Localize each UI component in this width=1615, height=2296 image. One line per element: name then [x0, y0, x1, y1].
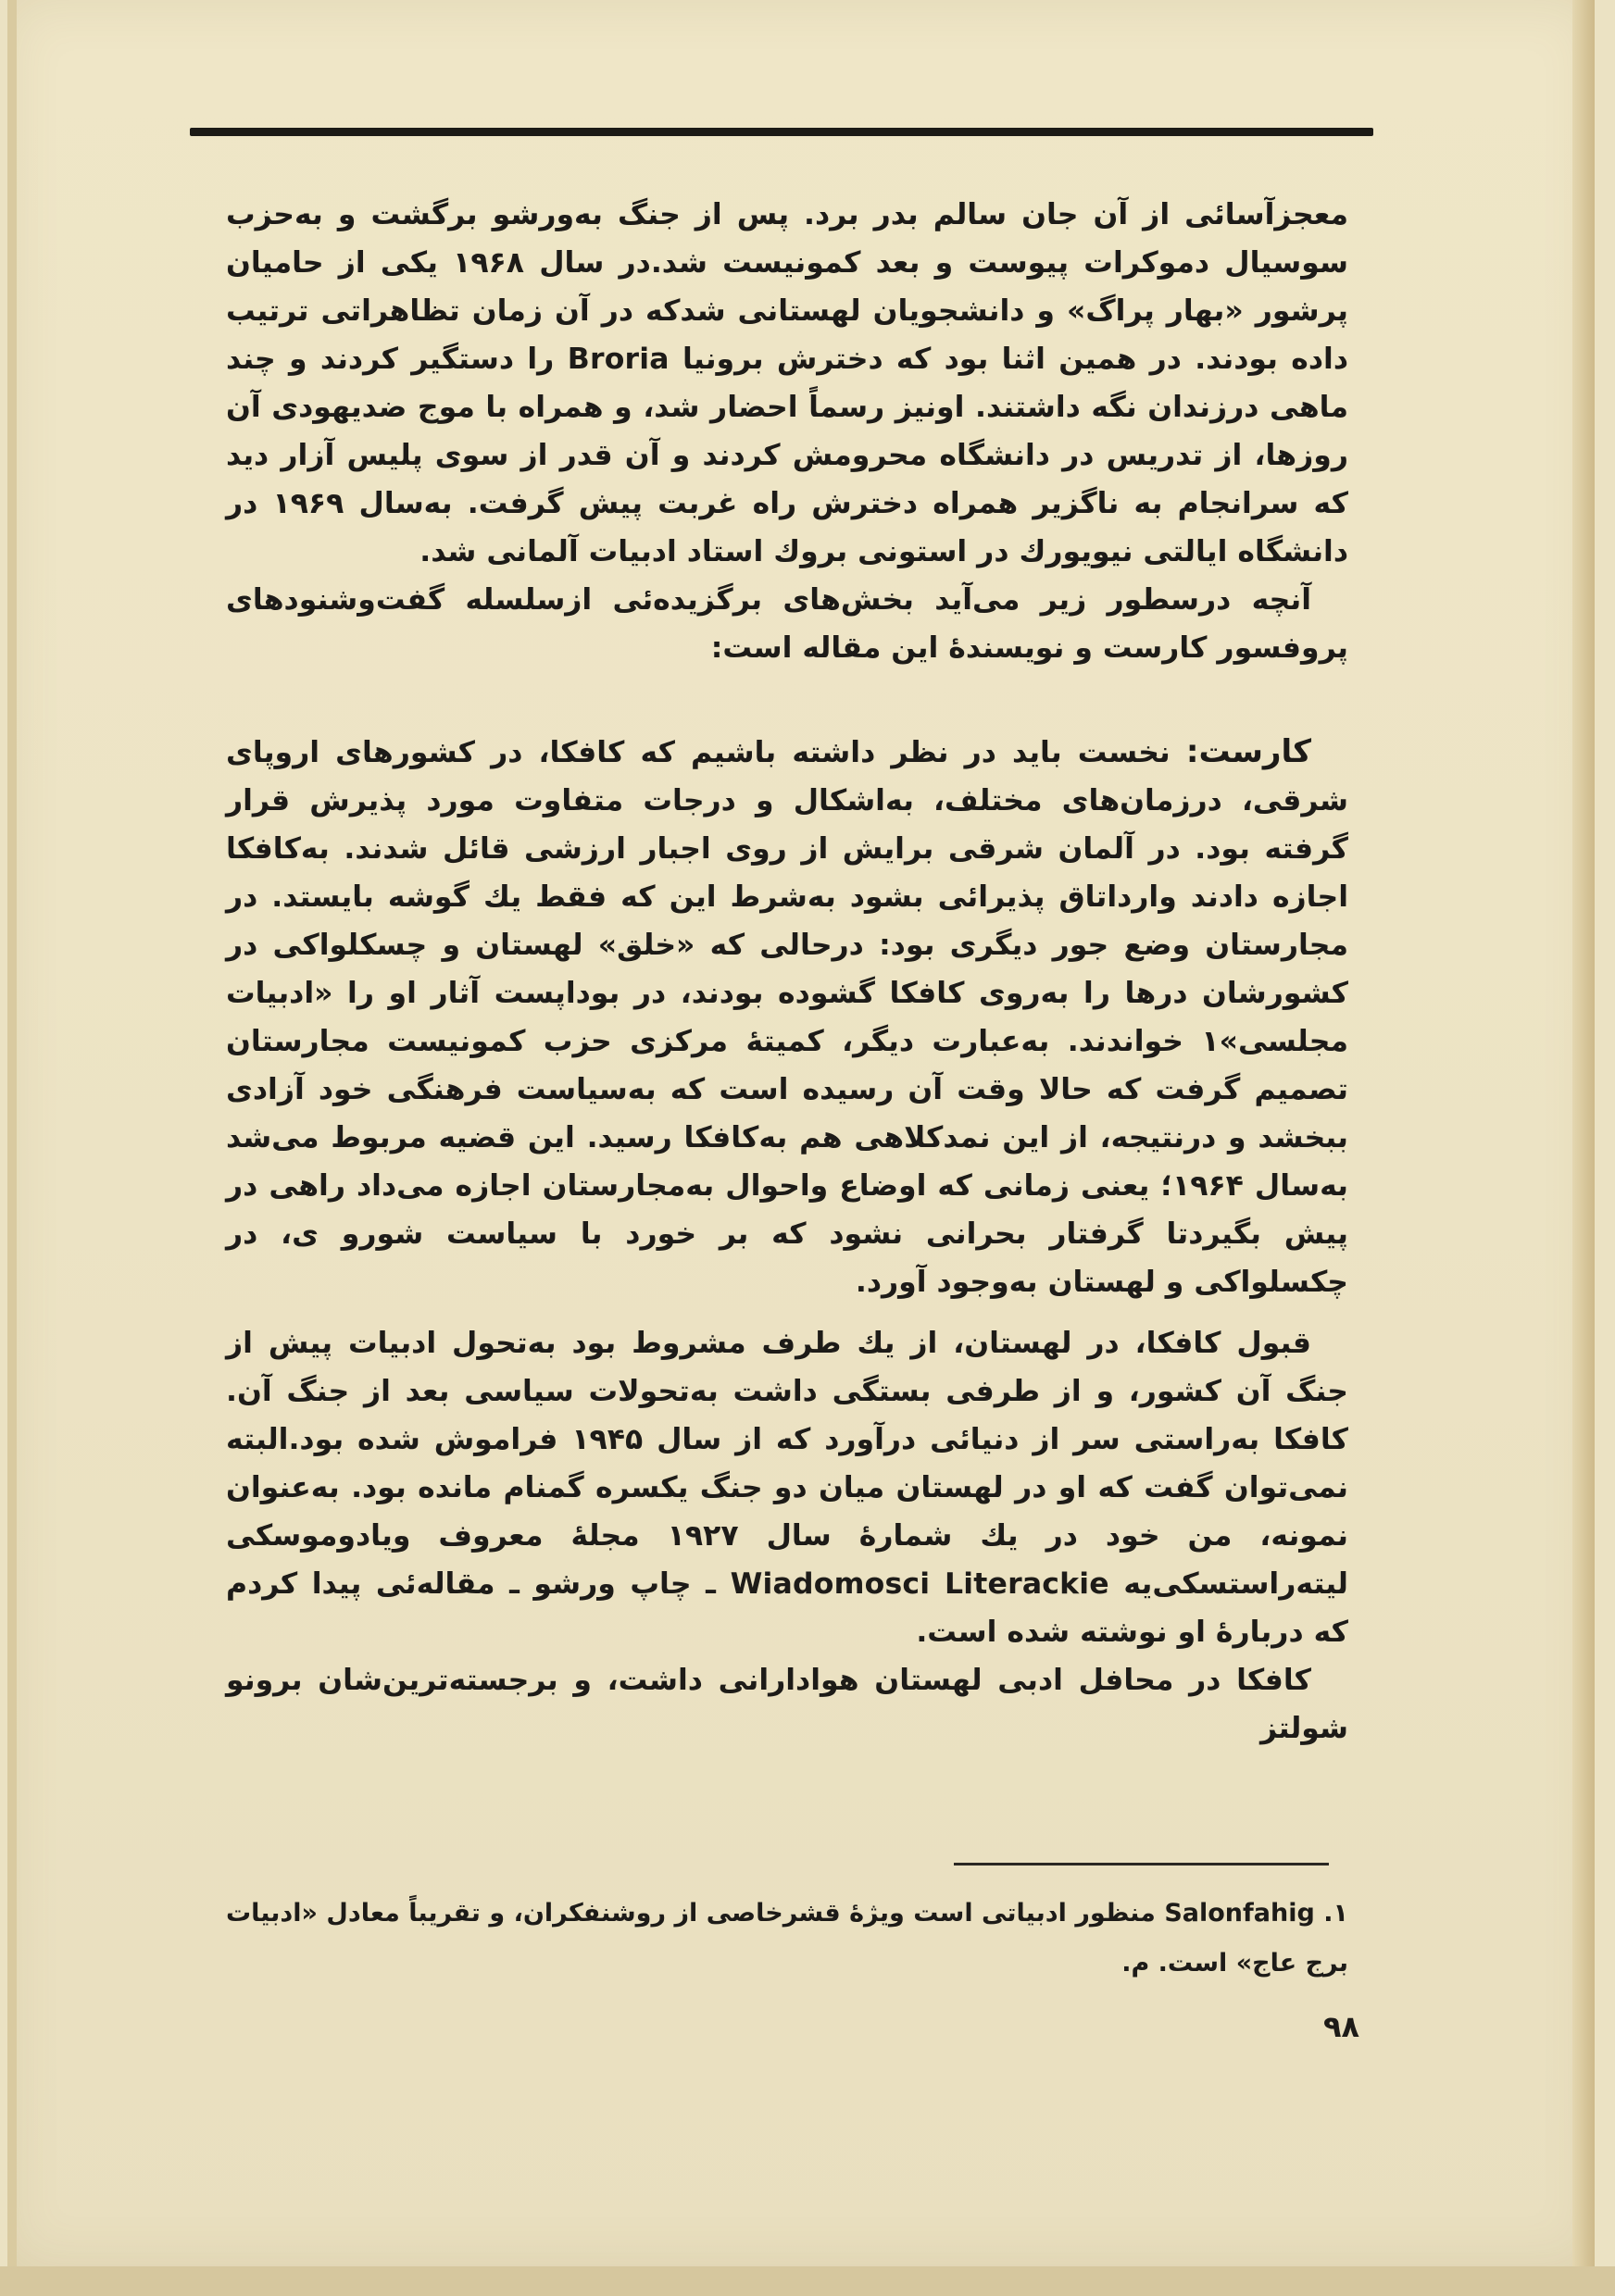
header-rule [190, 128, 1373, 136]
speaker-label: کارست: [1185, 733, 1311, 770]
article-body [226, 191, 1348, 1753]
answer-text: نخست باید در نظر داشته باشیم که کافکا، در کشورهای اروپای شرقی، درزمان‌های مختلف، به‌اشکال و درجات متفاوت مورد پذیرش قرار گرفته بود. در آلمان شرقی برایش از روی اجبار ارزشی قائل شدند. به‌کافکا اجازه دادند وارداتاق پذیرائی بشود به‌شرط این که فقط یك گوشه بایستد. در مجارستان وضع جور دیگری بود: درحالی که «خلق» لهستان و چسکلواکی در کشورشان درها را به‌روی کافکا گشوده بودند، در بوداپست آثار او را «ادبیات مجلسی»۱ خواندند. به‌عبارت دیگر، کمیتهٔ مرکزی حزب کمونیست مجارستان تصمیم گرفت که حالا وقت آن رسیده است که به‌سیاست فرهنگی خود آزادی ببخشد و درنتیجه، از این نمدکلاهی هم به‌کافکا رسید. این قضیه مربوط می‌شد به‌سال ۱۹۶۴؛ یعنی زمانی که اوضاع واحوال به‌مجارستان اجازه می‌داد راهی در پیش بگیردتا گرفتار بحرانی نشود که بر خورد با سیاست شورو ی، در چکسلواکی و لهستان به‌وجود آورد. [226, 736, 1348, 1299]
page-right-edge [1572, 0, 1595, 2266]
paragraph-summary: آنچه درسطور زیر می‌آید بخش‌های برگزیده‌ئی ازسلسله گفت‌وشنودهای پروفسور کارست و نویسندهٔ این مقاله است: [226, 583, 1348, 665]
page-left-edge [7, 0, 17, 2266]
paragraph-intro: معجزآسائی از آن جان سالم بدر برد. پس از جنگ به‌ورشو برگشت و به‌حزب سوسیال دموکرات پیوست و بعد کمونیست شد.در سال ۱۹۶۸ یکی از حامیان پرشور «بهار پراگ» و دانشجویان لهستانی شدکه در آن زمان تظاهراتی ترتیب داده بودند. در همین اثنا بود که دخترش برونیا Broria را دستگیر کردند و چند ماهی درزندان نگه داشتند. اونیز رسماً احضار شد، و همراه با موج ضدیهودی آن روزها، از تدریس در دانشگاه محرومش کردند و آن قدر از سوی پلیس آزار دید که سرانجام به ناگزیر همراه دخترش راه غربت پیش گرفت. به‌سال ۱۹۶۹ در دانشگاه ایالتی نیویورك در استونی بروك استاد ادبیات آلمانی شد. [226, 198, 1348, 568]
page-number: ۹۸ [1322, 2009, 1359, 2044]
paragraph-reception: قبول کافکا، در لهستان، از یك طرف مشروط بود به‌تحول ادبیات پیش از جنگ آن کشور، و از طرفی بستگی داشت به‌تحولات سیاسی بعد از جنگ آن. کافکا به‌راستی سر از دنیائی درآورد که از سال ۱۹۴۵ فراموش شده بود.البته نمی‌توان گفت که او در لهستان میان دو جنگ یکسره گمنام مانده بود. به‌عنوان نمونه، من خود در یك شمارهٔ سال ۱۹۲۷ مجلهٔ معروف ویادوموسکی لیته‌راستسکی‌یه Wiadomosci Literackie ـ چاپ ورشو ـ مقاله‌ئی پیدا کردم که دربارهٔ او نوشته شده است. [226, 1327, 1348, 1649]
paragraph-continue: کافکا در محافل ادبی لهستان هوادارانی داشت، و برجسته‌ترین‌شان برونو شولتز [226, 1664, 1348, 1745]
footnote: ۱. Salonfahig منظور ادبیاتی است ویژهٔ قشرخاصی از روشنفکران، و تقریباً معادل «ادبیات برج عاج» است. م. [226, 1899, 1348, 1978]
paragraph-answer [226, 728, 1348, 1306]
footnote-rule [954, 1863, 1329, 1866]
page-bottom-edge [0, 2266, 1615, 2296]
